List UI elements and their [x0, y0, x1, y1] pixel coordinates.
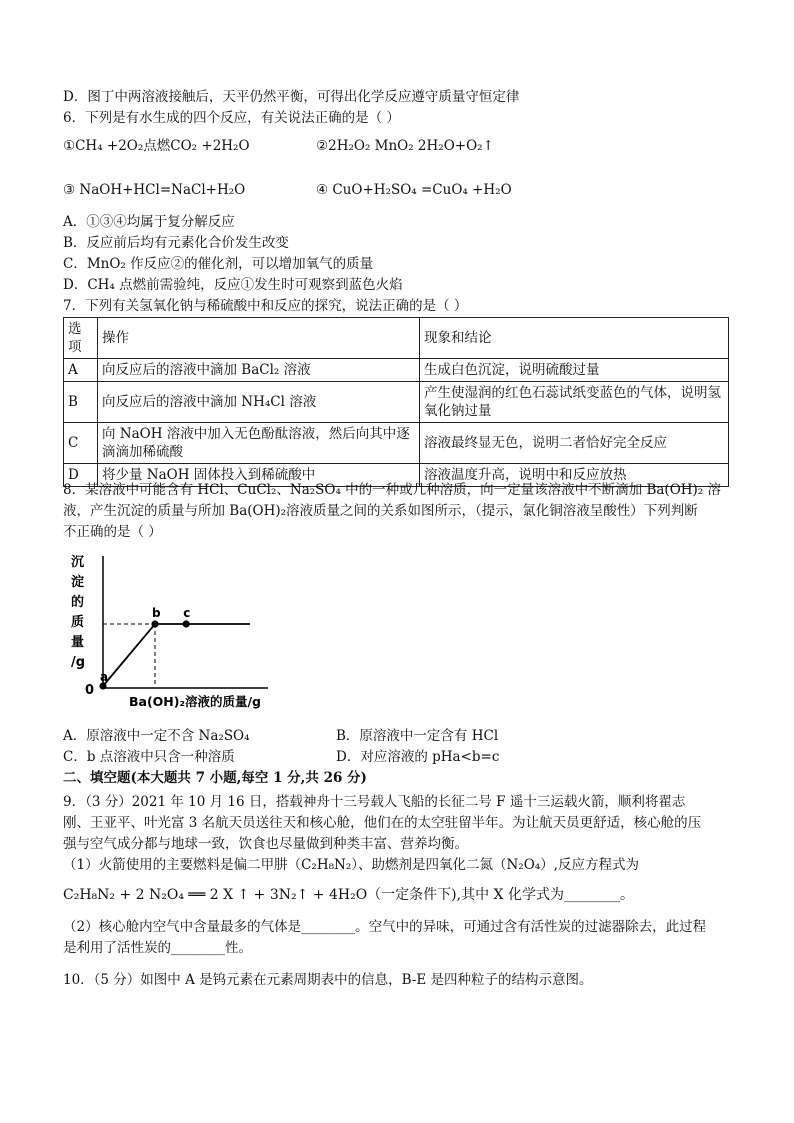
table-cell: 溶液温度升高，说明中和反应放热 — [420, 464, 729, 487]
q8-option-c: C．b 点溶液中只含一种溶质 — [63, 749, 235, 765]
data-point — [183, 620, 190, 627]
table-row — [64, 359, 729, 382]
data-point — [151, 620, 158, 627]
table-cell: 产生使湿润的红色石蕊试纸变蓝色的气体，说明氢氧化钠过量 — [420, 382, 729, 423]
q9-stem-2: 刚、王亚平、叶光富 3 名航天员送往天和核心舱，他们在的太空驻留半年。为让航天员更舒适，核心舱的压 — [63, 815, 702, 831]
table-row — [64, 423, 729, 464]
point-label: b — [152, 606, 161, 620]
table-header: 操作 — [98, 318, 420, 359]
q9-part-1: （1）火箭使用的主要燃料是偏二甲肼（C₂H₈N₂）、助燃剂是四氧化二氮（N₂O₄）,反应方程式为 — [63, 857, 639, 873]
section-title: 二、填空题(本大题共 7 小题,每空 1 分,共 26 分) — [63, 770, 367, 786]
point-label: c — [183, 606, 191, 620]
table-cell: C — [64, 423, 98, 464]
y-axis-label-char: 沉 — [71, 555, 85, 570]
q6-option-b: B．反应前后均有元素化合价发生改变 — [63, 235, 289, 251]
table-cell: A — [64, 359, 98, 382]
table-cell: 向 NaOH 溶液中加入无色酚酞溶液，然后向其中逐滴滴加稀硫酸 — [98, 423, 420, 464]
q6-reaction-2: ②2H₂O₂ MnO₂ 2H₂O+O₂↑ — [316, 138, 494, 154]
y-axis-label-char: 的 — [71, 595, 85, 610]
q9-stem-1: 9．（3 分）2021 年 10 月 16 日，搭载神舟十三号载人飞船的长征二号 F 遥十三运载火箭，顺利将翟志 — [63, 794, 686, 810]
q6-stem: 6．下列是有水生成的四个反应，有关说法正确的是（ ） — [63, 110, 400, 126]
q7-stem: 7．下列有关氢氧化钠与稀硫酸中和反应的探究，说法正确的是（ ） — [63, 298, 468, 314]
q8-stem-2: 液，产生沉淀的质量与所加 Ba(OH)₂溶液质量之间的关系如图所示，（提示，氯化铜溶液呈酸性）下列判断 — [63, 503, 698, 519]
table-header: 选项 — [64, 318, 98, 359]
table-cell: D — [64, 464, 98, 487]
q6-reaction-1: ①CH₄ +2O₂点燃CO₂ +2H₂O — [63, 138, 250, 154]
q8-option-a: A．原溶液中一定不含 Na₂SO₄ — [63, 728, 250, 744]
x-axis-label: Ba(OH)₂溶液的质量/g — [129, 694, 261, 709]
table-cell: 向反应后的溶液中滴加 NH₄Cl 溶液 — [98, 382, 420, 423]
table-row — [64, 382, 729, 423]
series-line-rise — [103, 624, 155, 686]
table-cell: 向反应后的溶液中滴加 BaCl₂ 溶液 — [98, 359, 420, 382]
q9-part-2-a: （2）核心舱内空气中含量最多的气体是________。空气中的异味，可通过含有活性炭的过滤器除去，此过程 — [63, 919, 707, 935]
q8-stem-3: 不正确的是（ ） — [63, 524, 162, 540]
q6-option-a: A．①③④均属于复分解反应 — [63, 214, 235, 230]
plot-area — [99, 606, 250, 690]
y-axis-label-char: 量 — [71, 635, 85, 650]
table-cell: 生成白色沉淀，说明硫酸过量 — [420, 359, 729, 382]
y-axis-label-char: /g — [71, 655, 86, 670]
y-axis-label — [71, 554, 85, 670]
q6-option-d: D．CH₄ 点燃前需验纯，反应①发生时可观察到蓝色火焰 — [63, 277, 403, 293]
q8-stem-1: 8．某溶液中可能含有 HCl、CuCl₂、Na₂SO₄ 中的一种或几种溶质，向一定量该溶液中不断滴加 Ba(OH)₂ 溶 — [63, 482, 722, 498]
q8-option-b: B．原溶液中一定含有 HCl — [336, 728, 499, 744]
table-header: 现象和结论 — [420, 318, 729, 359]
y-axis-label-char: 质 — [71, 615, 85, 630]
table-cell: 溶液最终显无色，说明二者恰好完全反应 — [420, 423, 729, 464]
table-cell: 将少量 NaOH 固体投入到稀硫酸中 — [98, 464, 420, 487]
q6-reaction-3: ③ NaOH+HCl=NaCl+H₂O — [63, 182, 246, 198]
q9-stem-3: 强与空气成分都与地球一致，饮食也尽量做到种类丰富、营养均衡。 — [63, 836, 468, 852]
table-header-row — [64, 318, 729, 359]
q8-option-d: D．对应溶液的 pHa<b=c — [336, 749, 500, 765]
q6-option-c: C．MnO₂ 作反应②的催化剂，可以增加氧气的质量 — [63, 256, 374, 272]
q6-reaction-4: ④ CuO+H₂SO₄ =CuO₄ +H₂O — [316, 182, 512, 198]
y-axis-label-char: 淀 — [71, 575, 85, 590]
q9-part-2-b: 是利用了活性炭的________性。 — [63, 940, 252, 956]
q5-option-d: D．图丁中两溶液接触后，天平仍然平衡，可得出化学反应遵守质量守恒定律 — [63, 89, 520, 105]
q7-table — [63, 317, 729, 487]
q9-equation: C₂H₈N₂ + 2 N₂O₄ ══ 2 X ↑ + 3N₂↑ + 4H₂O（一定条件下),其中 X 化学式为________。 — [63, 887, 634, 903]
table-cell: B — [64, 382, 98, 423]
precipitate-chart — [63, 548, 283, 718]
q10-stem: 10．（5 分）如图中 A 是钨元素在元素周期表中的信息，B-E 是四种粒子的结构示意图。 — [63, 972, 593, 988]
point-label: a — [100, 670, 109, 684]
origin-label: 0 — [85, 683, 95, 698]
